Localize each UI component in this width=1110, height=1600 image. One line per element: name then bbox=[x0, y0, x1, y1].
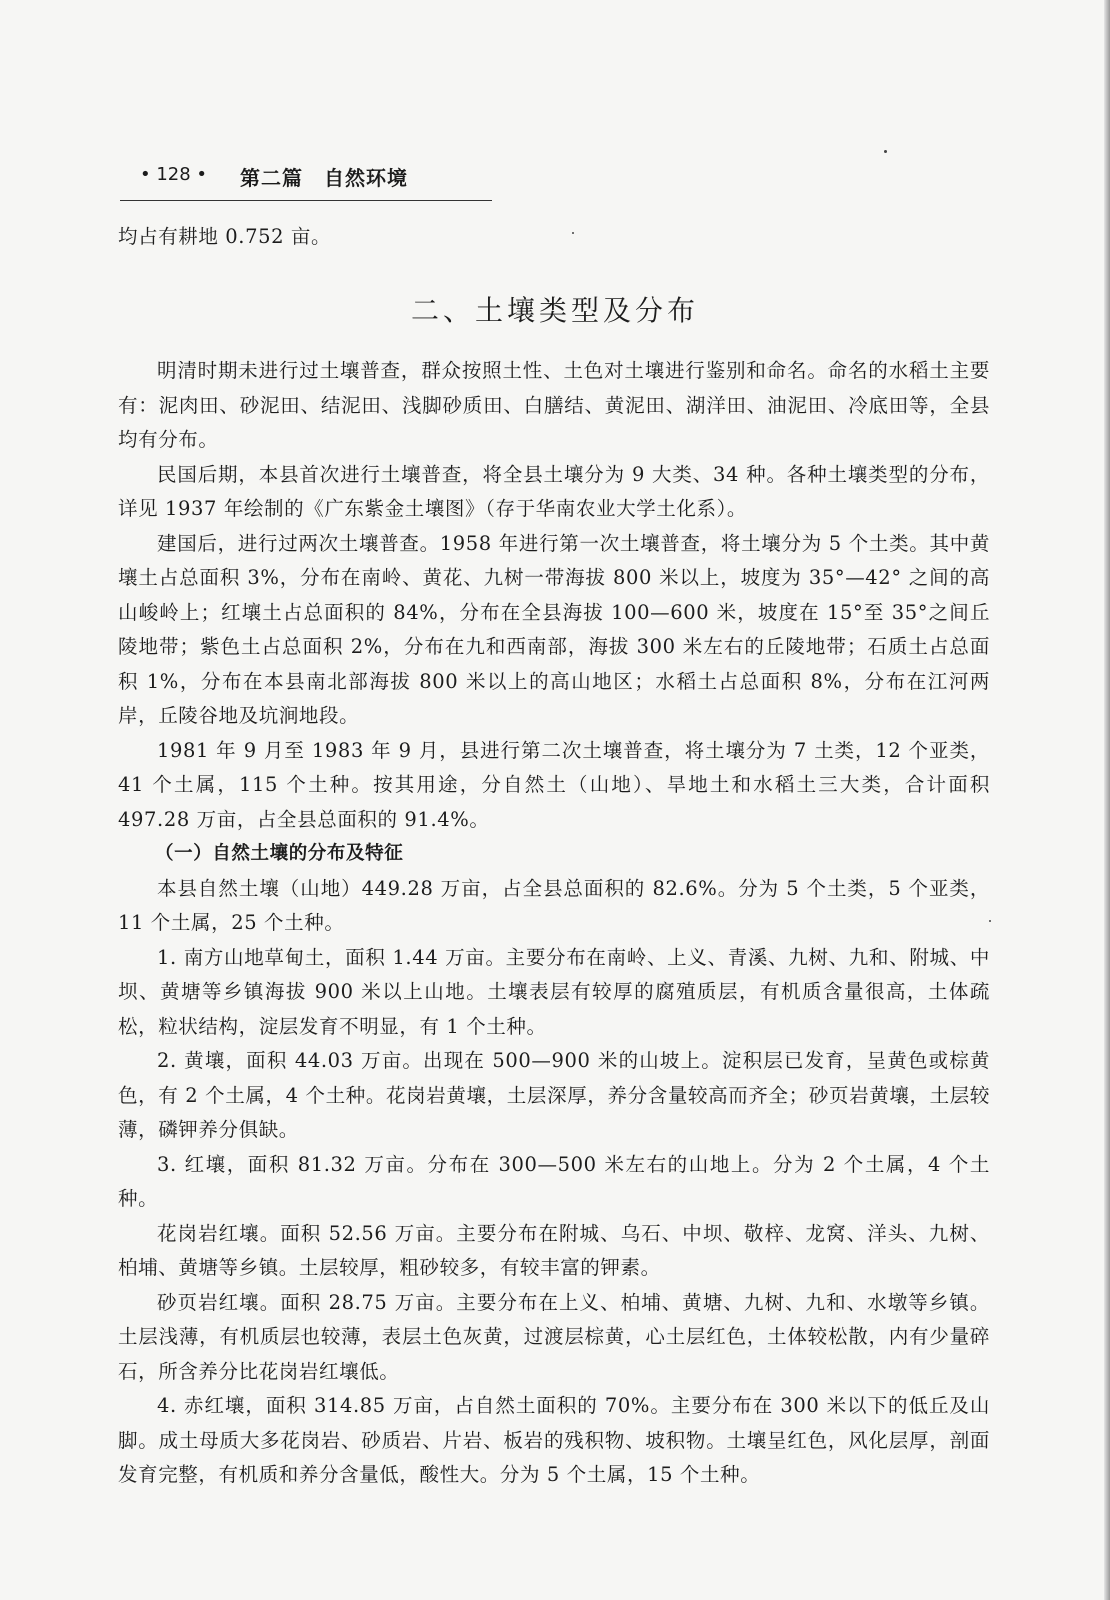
paragraph: 1. 南方山地草甸土，面积 1.44 万亩。主要分布在南岭、上义、青溪、九树、九和、附城、中坝、黄塘等乡镇海拔 900 米以上山地。土壤表层有较厚的腐殖质层，有机质含量很高，土体疏松，粒状结构，淀层发育不明显，有 1 个土种。 bbox=[118, 945, 990, 1038]
paragraph: 3. 红壤，面积 81.32 万亩。分布在 300—500 米左右的山地上。分为 2 个土属，4 个土种。 bbox=[118, 1152, 990, 1210]
lead-text bbox=[118, 220, 990, 255]
paragraph: 4. 赤红壤，面积 314.85 万亩，占自然土面积的 70%。主要分布在 300 米以下的低丘及山脚。成土母质大多花岗岩、砂质岩、片岩、板岩的残积物、坡积物。土壤呈红色，风化层厚，剖面发育完整，有机质和养分含量低，酸性大。分为 5 个土属，15 个土种。 bbox=[118, 1394, 990, 1486]
paragraph: 2. 黄壤，面积 44.03 万亩。出现在 500—900 米的山坡上。淀积层已发育，呈黄色或棕黄色，有 2 个土属，4 个土种。花岗岩黄壤，土层深厚，养分含量较高而齐全；砂页岩黄壤，土层较薄，磷钾养分俱缺。 bbox=[118, 1049, 990, 1141]
paragraph: 明清时期未进行过土壤普查，群众按照土性、土色对土壤进行鉴别和命名。命名的水稻土主要有：泥肉田、砂泥田、结泥田、浅脚砂质田、白膳结、黄泥田、湖洋田、油泥田、冷底田等，全县均有分布。 bbox=[118, 359, 990, 451]
scan-speck bbox=[572, 232, 574, 234]
chapter-title: 第二篇 自然环境 bbox=[240, 166, 408, 190]
paragraph: 花岗岩红壤。面积 52.56 万亩。主要分布在附城、乌石、中坝、敬梓、龙窝、洋头、九树、柏埔、黄塘等乡镇。土层较厚，粗砂较多，有较丰富的钾素。 bbox=[118, 1221, 990, 1279]
scan-speck bbox=[989, 920, 991, 922]
subheading: （一）自然土壤的分布及特征 bbox=[155, 843, 404, 864]
paragraph: 建国后，进行过两次土壤普查。1958 年进行第一次土壤普查，将土壤分为 5 个土类。其中黄壤土占总面积 3%，分布在南岭、黄花、九树一带海拔 800 米以上，坡度为 35°—42° 之间的高山峻岭上；红壤土占总面积的 84%，分布在全县海拔 100—600 米，坡度在 15°至 35°之间丘陵地带；紫色土占总面积 2%，分布在九和西南部，海拔 300 米左右的丘陵地带；石质土占总面积 1%，分布在本县南北部海拔 800 米以上的高山地区；水稻土占总面积 8%，分布在江河两岸，丘陵谷地及坑涧地段。 bbox=[118, 531, 990, 727]
paragraph: 砂页岩红壤。面积 28.75 万亩。主要分布在上义、柏埔、黄塘、九树、九和、水墩等乡镇。土层浅薄，有机质层也较薄，表层土色灰黄，过渡层棕黄，心土层红色，土体较松散，内有少量碎石，所含养分比花岗岩红壤低。 bbox=[118, 1290, 990, 1383]
paragraph: 民国后期，本县首次进行土壤普查，将全县土壤分为 9 大类、34 种。各种土壤类型的分布，详见 1937 年绘制的《广东紫金土壤图》（存于华南农业大学土化系）。 bbox=[118, 462, 990, 520]
paragraph: 1981 年 9 月至 1983 年 9 月，县进行第二次土壤普查，将土壤分为 7 土类，12 个亚类，41 个土属，115 个土种。按其用途，分自然土（山地）、旱地土和水稻土三大类，合计面积 497.28 万亩，占全县总面积的 91.4%。 bbox=[118, 738, 990, 831]
scan-speck bbox=[884, 150, 887, 153]
page-number: • 128 • bbox=[140, 164, 208, 185]
paragraph: 本县自然土壤（山地）449.28 万亩，占全县总面积的 82.6%。分为 5 个土类，5 个亚类，11 个土属，25 个土种。 bbox=[118, 876, 990, 934]
page-edge-shadow bbox=[1104, 0, 1110, 1600]
running-header bbox=[120, 160, 492, 201]
main-text bbox=[118, 354, 990, 1493]
section-title: 二、土壤类型及分布 bbox=[410, 294, 699, 327]
lead-line: 均占有耕地 0.752 亩。 bbox=[118, 225, 332, 248]
